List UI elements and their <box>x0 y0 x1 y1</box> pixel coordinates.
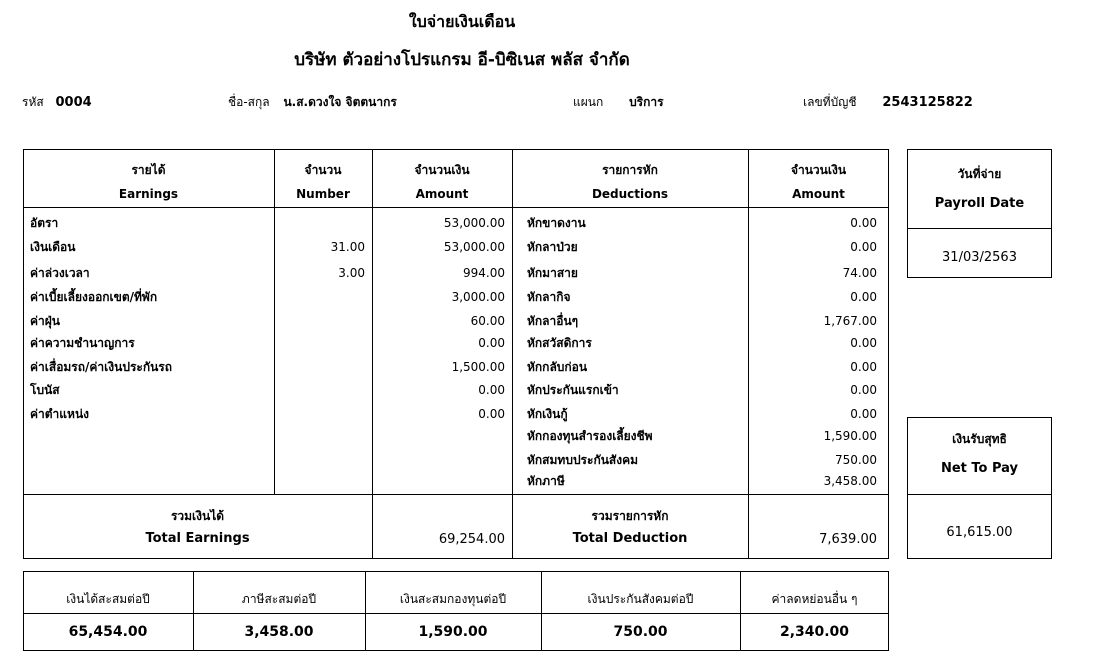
ytd-label: เงินได้สะสมต่อปี <box>66 592 150 606</box>
deduction-amount: 1,590.00 <box>823 429 877 443</box>
ytd-label: ภาษีสะสมต่อปี <box>241 592 317 606</box>
deduction-amount: 0.00 <box>850 290 877 304</box>
deduction-amount: 0.00 <box>850 383 877 397</box>
department-label: แผนก <box>573 95 604 109</box>
deduction-label: หักมาสาย <box>527 266 578 280</box>
total-deduction-value: 7,639.00 <box>819 532 877 547</box>
header-earnings-en: Earnings <box>118 187 179 201</box>
header-earnings-th: รายได้ <box>131 163 166 177</box>
total-earnings-label-th: รวมเงินได้ <box>170 509 225 523</box>
earning-amount: 60.00 <box>470 314 505 328</box>
deduction-label: หักสมทบประกันสังคม <box>527 453 639 467</box>
total-deduction-label-en: Total Deduction <box>572 531 688 546</box>
deduction-label: หักกองทุนสำรองเลี้ยงชีพ <box>527 429 653 443</box>
deduction-label: หักภาษี <box>527 474 565 488</box>
earning-label: ค่าเบี้ยเลี้ยงออกเขต/ที่พัก <box>30 290 158 304</box>
net-pay-label-en: Net To Pay <box>940 461 1019 476</box>
earning-number <box>274 211 365 235</box>
deduction-label: หักลาอื่นๆ <box>527 314 579 328</box>
payroll-date-label-th: วันที่จ่าย <box>957 167 1002 181</box>
earning-label: ค่าตำแหน่ง <box>30 407 90 421</box>
earning-number <box>274 331 365 355</box>
earning-label: โบนัส <box>30 383 60 397</box>
ytd-label: เงินประกันสังคมต่อปี <box>587 592 694 606</box>
deduction-amount: 0.00 <box>850 216 877 230</box>
employee-name: น.ส.ดวงใจ จิตตนากร <box>283 95 397 109</box>
employee-name-label: ชื่อ-สกุล <box>228 95 270 109</box>
earning-amount: 0.00 <box>478 383 505 397</box>
deduction-label: หักลาป่วย <box>527 240 578 254</box>
header-number-th: จำนวน <box>304 163 342 177</box>
payroll-date-value: 31/03/2563 <box>942 250 1017 265</box>
total-earnings-value: 69,254.00 <box>438 532 505 547</box>
earning-amount: 53,000.00 <box>443 216 505 230</box>
ytd-value: 750.00 <box>613 624 668 640</box>
header-amount-en: Amount <box>415 187 469 201</box>
header-amount2-en: Amount <box>792 187 845 201</box>
deduction-amount: 0.00 <box>850 360 877 374</box>
employee-code-label: รหัส <box>22 95 44 109</box>
deduction-amount: 750.00 <box>835 453 877 467</box>
earning-label: ค่าความชำนาญการ <box>30 336 135 350</box>
earning-amount: 0.00 <box>478 407 505 421</box>
earning-amount: 1,500.00 <box>451 360 505 374</box>
earning-label: ค่าเสื่อมรถ/ค่าเงินประกันรถ <box>30 360 173 374</box>
deduction-amount: 0.00 <box>850 336 877 350</box>
earning-label: เงินเดือน <box>30 240 76 254</box>
earning-amount: 3,000.00 <box>451 290 505 304</box>
deduction-label: หักเงินกู้ <box>527 407 568 421</box>
earning-number <box>274 402 365 426</box>
header-number-en: Number <box>296 187 350 201</box>
earning-label: ค่าล่วงเวลา <box>30 266 90 280</box>
account-number: 2543125822 <box>882 95 973 110</box>
net-pay-label-th: เงินรับสุทธิ <box>952 432 1007 446</box>
earning-number: 31.00 <box>330 240 365 254</box>
deduction-label: หักลากิจ <box>527 290 571 304</box>
deduction-amount: 74.00 <box>842 266 877 280</box>
deduction-amount: 0.00 <box>850 240 877 254</box>
earning-number <box>274 355 365 379</box>
deduction-amount: 1,767.00 <box>823 314 877 328</box>
header-amount2-th: จำนวนเงิน <box>790 163 847 177</box>
earning-label: อัตรา <box>30 216 59 230</box>
header-amount-th: จำนวนเงิน <box>414 163 470 177</box>
deduction-label: หักประกันแรกเข้า <box>527 383 619 397</box>
department-row <box>573 93 664 112</box>
account-label: เลขที่บัญชี <box>803 95 857 109</box>
earning-number: 3.00 <box>338 266 365 280</box>
total-deduction-label-th: รวมรายการหัก <box>591 509 669 523</box>
account-row <box>803 93 973 112</box>
company-name: บริษัท ตัวอย่างโปรแกรม อี-บิซิเนส พลัส จำกัด <box>294 50 630 70</box>
earning-label: ค่าฝุ่น <box>30 314 60 328</box>
deduction-label: หักกลับก่อน <box>527 360 588 374</box>
ytd-label: เงินสะสมกองทุนต่อปี <box>399 592 507 606</box>
earning-number <box>274 378 365 402</box>
ytd-value: 3,458.00 <box>244 624 314 640</box>
ytd-value: 65,454.00 <box>68 624 148 640</box>
total-earnings-label-en: Total Earnings <box>145 531 250 546</box>
earning-amount: 0.00 <box>478 336 505 350</box>
payroll-date-label-en: Payroll Date <box>934 196 1025 211</box>
ytd-label: ค่าลดหย่อนอื่น ๆ <box>771 592 858 606</box>
deduction-label: หักสวัสดิการ <box>527 336 592 350</box>
header-deductions-th: รายการหัก <box>602 163 658 177</box>
deduction-label: หักขาดงาน <box>527 216 586 230</box>
earning-amount: 994.00 <box>463 266 505 280</box>
earning-amount: 53,000.00 <box>443 240 505 254</box>
ytd-value: 1,590.00 <box>418 624 488 640</box>
employee-code: 0004 <box>55 95 92 110</box>
earning-number <box>274 285 365 309</box>
employee-name-row <box>228 93 397 112</box>
department-value: บริการ <box>629 95 664 109</box>
header-deductions-en: Deductions <box>591 187 669 201</box>
payslip-title: ใบจ่ายเงินเดือน <box>408 12 516 31</box>
employee-code-row <box>22 93 92 112</box>
deduction-amount: 3,458.00 <box>823 474 877 488</box>
earning-number <box>274 309 365 333</box>
deduction-amount: 0.00 <box>850 407 877 421</box>
net-pay-value: 61,615.00 <box>946 525 1013 540</box>
ytd-value: 2,340.00 <box>779 624 850 640</box>
